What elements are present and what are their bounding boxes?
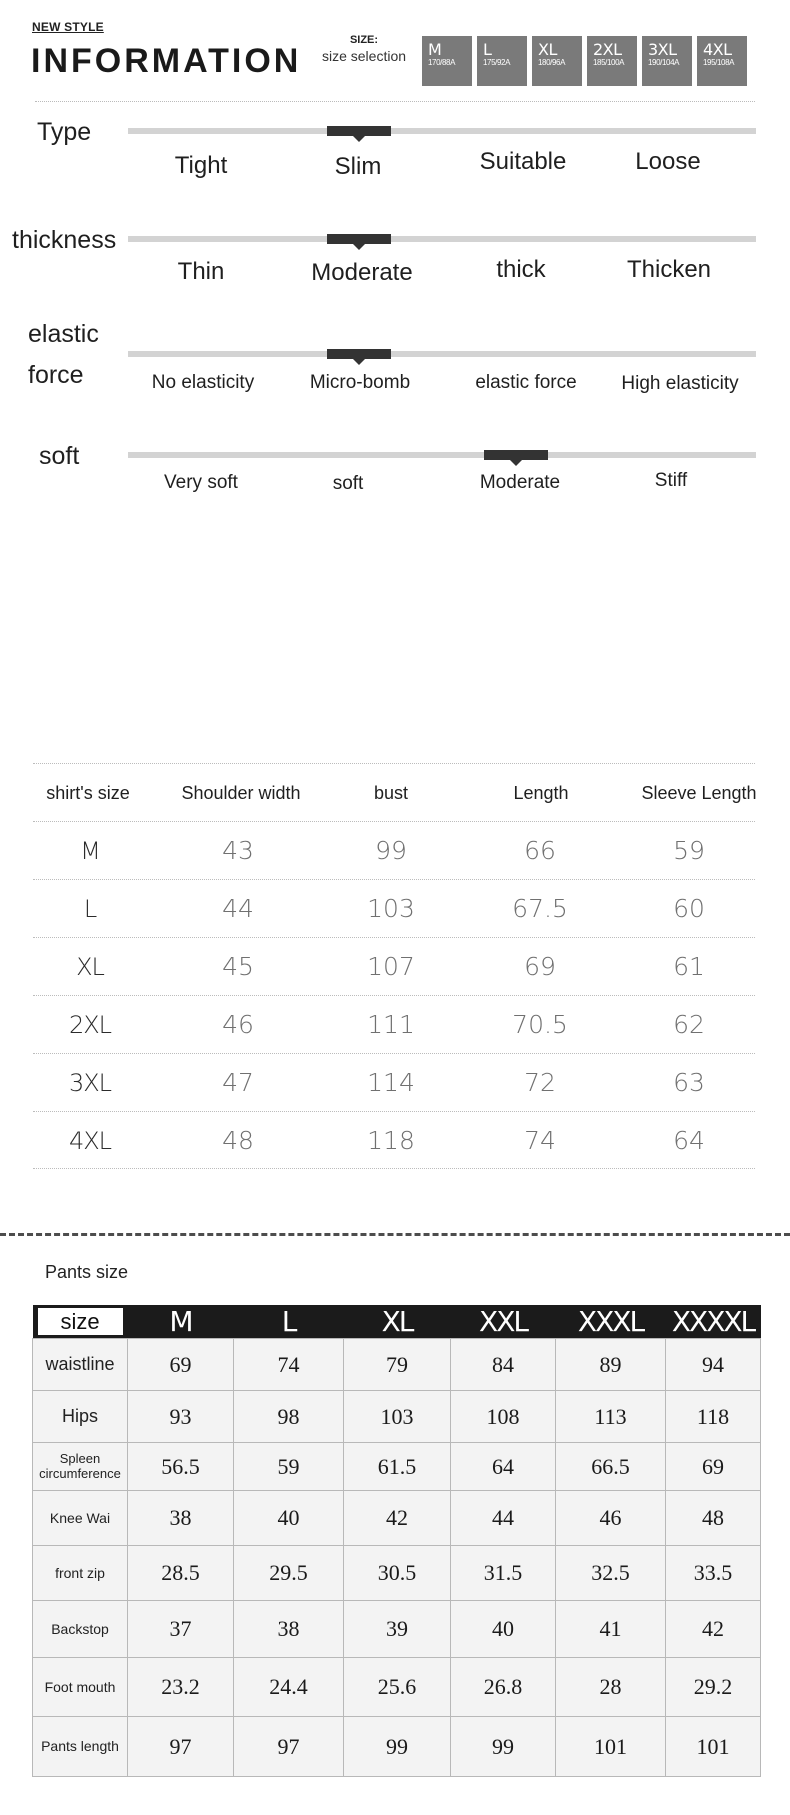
size-option-label: M (428, 40, 442, 59)
table-cell: 42 (344, 1491, 451, 1546)
pants-size-title: Pants size (45, 1262, 129, 1282)
attribute-label-line-1: elastic (28, 320, 99, 348)
size-cell: 4XL (68, 1127, 112, 1155)
size-option-measure: 185/100A (593, 58, 625, 67)
size-option-2xl[interactable] (587, 36, 637, 86)
page-title: INFORMATION (31, 42, 302, 80)
table-cell: 69 (524, 952, 556, 981)
attribute-option: Suitable (479, 148, 567, 175)
table-cell: 46 (556, 1491, 666, 1546)
table-row (33, 879, 755, 937)
attribute-track (128, 351, 756, 357)
table-cell: 29.5 (234, 1546, 344, 1601)
table-cell: 46 (222, 1010, 254, 1039)
table-cell: 61.5 (344, 1443, 451, 1491)
table-cell: 60 (673, 894, 705, 923)
table-cell: 66 (524, 836, 556, 865)
attribute-label-line-2: force (28, 361, 84, 389)
selected-marker (327, 349, 391, 359)
size-header-label: size (38, 1308, 123, 1335)
column-header: Sleeve Length (641, 783, 757, 803)
size-cell: 3XL (68, 1069, 112, 1097)
attribute-track (128, 128, 756, 134)
table-cell: 118 (666, 1391, 761, 1443)
table-cell: 43 (222, 836, 254, 865)
attribute-track (128, 452, 756, 458)
table-cell: 23.2 (128, 1658, 234, 1717)
size-cell: L (83, 895, 97, 923)
size-option-m[interactable] (422, 36, 472, 86)
size-option-xl[interactable] (532, 36, 582, 86)
table-cell: 69 (128, 1339, 234, 1391)
size-option-measure: 170/88A (428, 58, 456, 67)
attribute-option: Thicken (626, 256, 712, 283)
attribute-option-selected: Moderate (311, 259, 413, 286)
table-cell: 72 (524, 1068, 556, 1097)
attribute-label: thickness (12, 226, 117, 254)
table-cell: 101 (556, 1717, 666, 1777)
attribute-option: thick (496, 256, 546, 283)
size-option-label: L (483, 40, 492, 59)
section-divider (0, 1233, 790, 1236)
attribute-option: Very soft (164, 472, 238, 493)
table-cell: 114 (367, 1068, 415, 1097)
table-row (33, 1491, 761, 1546)
size-selection-label: size selection (321, 47, 407, 64)
table-cell: 40 (451, 1601, 556, 1658)
attribute-option: High elasticity (621, 373, 739, 394)
table-row (33, 1111, 755, 1169)
table-cell: 40 (234, 1491, 344, 1546)
size-option-l[interactable] (477, 36, 527, 86)
table-row (33, 1391, 761, 1443)
table-row (33, 937, 755, 995)
table-cell: 108 (451, 1391, 556, 1443)
table-cell: 69 (666, 1443, 761, 1491)
column-header: Shoulder width (181, 783, 301, 803)
table-row (33, 1053, 755, 1111)
table-cell: 84 (451, 1339, 556, 1391)
table-cell: 67.5 (512, 894, 568, 923)
table-cell: 63 (673, 1068, 705, 1097)
column-header: XL (344, 1305, 451, 1339)
table-cell: 70.5 (512, 1010, 568, 1039)
table-cell: 44 (222, 894, 254, 923)
attribute-track (128, 236, 756, 242)
attribute-option: Thin (177, 258, 225, 285)
column-header: M (128, 1305, 234, 1339)
table-row (33, 1443, 761, 1491)
table-cell: 107 (367, 952, 415, 981)
attribute-option-selected: Moderate (479, 472, 561, 493)
table-cell: 44 (451, 1491, 556, 1546)
attribute-option-selected: Slim (334, 153, 382, 180)
attribute-label: soft (39, 442, 80, 470)
shirt-size-table (33, 763, 755, 1169)
attribute-option: Loose (635, 148, 701, 175)
table-cell: 33.5 (666, 1546, 761, 1601)
table-cell: 39 (344, 1601, 451, 1658)
table-cell: 48 (222, 1126, 254, 1155)
row-label: Backstop (33, 1601, 128, 1658)
table-cell: 42 (666, 1601, 761, 1658)
column-header: Length (513, 783, 569, 803)
table-cell: 38 (234, 1601, 344, 1658)
table-cell: 113 (556, 1391, 666, 1443)
size-cell: M (80, 837, 100, 865)
size-option-3xl[interactable] (642, 36, 692, 86)
table-row (33, 995, 755, 1053)
size-selector (422, 36, 747, 86)
selected-marker (327, 234, 391, 244)
row-label: Pants length (33, 1717, 128, 1777)
size-option-label: XL (538, 40, 557, 59)
attribute-option: soft (332, 473, 364, 494)
table-row (33, 821, 755, 879)
table-cell: 118 (367, 1126, 415, 1155)
table-cell: 94 (666, 1339, 761, 1391)
attribute-option: elastic force (475, 372, 577, 393)
row-label: Knee Wai (33, 1491, 128, 1546)
table-cell: 89 (556, 1339, 666, 1391)
table-cell: 99 (344, 1717, 451, 1777)
table-cell: 74 (234, 1339, 344, 1391)
row-label: Foot mouth (33, 1658, 128, 1717)
column-header: L (234, 1305, 344, 1339)
table-cell: 66.5 (556, 1443, 666, 1491)
size-option-measure: 180/96A (538, 58, 566, 67)
table-cell: 99 (451, 1717, 556, 1777)
table-cell: 61 (673, 952, 705, 981)
table-cell: 41 (556, 1601, 666, 1658)
size-option-measure: 175/92A (483, 58, 511, 67)
table-cell: 56.5 (128, 1443, 234, 1491)
table-row (33, 1339, 761, 1391)
table-cell: 79 (344, 1339, 451, 1391)
attribute-label: Type (37, 118, 92, 146)
table-cell: 47 (222, 1068, 254, 1097)
size-option-label: 4XL (703, 40, 732, 59)
table-cell: 59 (673, 836, 705, 865)
row-label: Hips (33, 1391, 128, 1443)
row-label: front zip (33, 1546, 128, 1601)
size-option-4xl[interactable] (697, 36, 747, 86)
table-row (33, 1658, 761, 1717)
table-cell: 28.5 (128, 1546, 234, 1601)
column-header: bust (373, 783, 409, 803)
table-cell: 32.5 (556, 1546, 666, 1601)
table-cell: 45 (222, 952, 254, 981)
attribute-option: Tight (174, 152, 228, 179)
column-header: XXXXL (666, 1305, 761, 1339)
size-cell: 2XL (68, 1011, 112, 1039)
table-cell: 97 (128, 1717, 234, 1777)
row-label: Spleen circumference (33, 1443, 128, 1491)
table-header-row (33, 763, 755, 821)
table-cell: 31.5 (451, 1546, 556, 1601)
table-cell: 48 (666, 1491, 761, 1546)
column-header: XXL (451, 1305, 556, 1339)
size-heading (314, 34, 414, 65)
size-label: SIZE: (349, 34, 379, 46)
table-cell: 64 (451, 1443, 556, 1491)
column-header: XXXL (556, 1305, 666, 1339)
column-header: shirt's size (46, 783, 130, 803)
pants-size-table (32, 1305, 761, 1777)
attribute-option: No elasticity (151, 372, 255, 393)
table-header-row (33, 1305, 761, 1339)
table-cell: 101 (666, 1717, 761, 1777)
attribute-option-selected: Micro-bomb (309, 372, 411, 393)
attribute-option: Stiff (654, 470, 688, 491)
table-cell: 99 (375, 836, 407, 865)
row-label: waistline (33, 1339, 128, 1391)
table-cell: 74 (524, 1126, 556, 1155)
header-divider (35, 101, 755, 102)
size-option-label: 3XL (648, 40, 677, 59)
table-cell: 38 (128, 1491, 234, 1546)
table-cell: 98 (234, 1391, 344, 1443)
size-option-label: 2XL (593, 40, 622, 59)
selected-marker (327, 126, 391, 136)
table-cell: 64 (673, 1126, 705, 1155)
new-style-label: NEW STYLE (32, 20, 104, 34)
table-cell: 29.2 (666, 1658, 761, 1717)
table-cell: 25.6 (344, 1658, 451, 1717)
table-cell: 62 (673, 1010, 705, 1039)
selected-marker (484, 450, 548, 460)
size-option-measure: 195/108A (703, 58, 735, 67)
table-row (33, 1717, 761, 1777)
table-cell: 37 (128, 1601, 234, 1658)
table-cell: 26.8 (451, 1658, 556, 1717)
table-cell: 30.5 (344, 1546, 451, 1601)
table-cell: 59 (234, 1443, 344, 1491)
table-row (33, 1601, 761, 1658)
table-cell: 28 (556, 1658, 666, 1717)
table-cell: 103 (367, 894, 415, 923)
table-cell: 103 (344, 1391, 451, 1443)
table-cell: 93 (128, 1391, 234, 1443)
column-header-size (33, 1305, 128, 1339)
table-cell: 24.4 (234, 1658, 344, 1717)
table-row (33, 1546, 761, 1601)
table-cell: 111 (367, 1010, 415, 1039)
table-cell: 97 (234, 1717, 344, 1777)
size-option-measure: 190/104A (648, 58, 680, 67)
size-cell: XL (76, 953, 104, 981)
